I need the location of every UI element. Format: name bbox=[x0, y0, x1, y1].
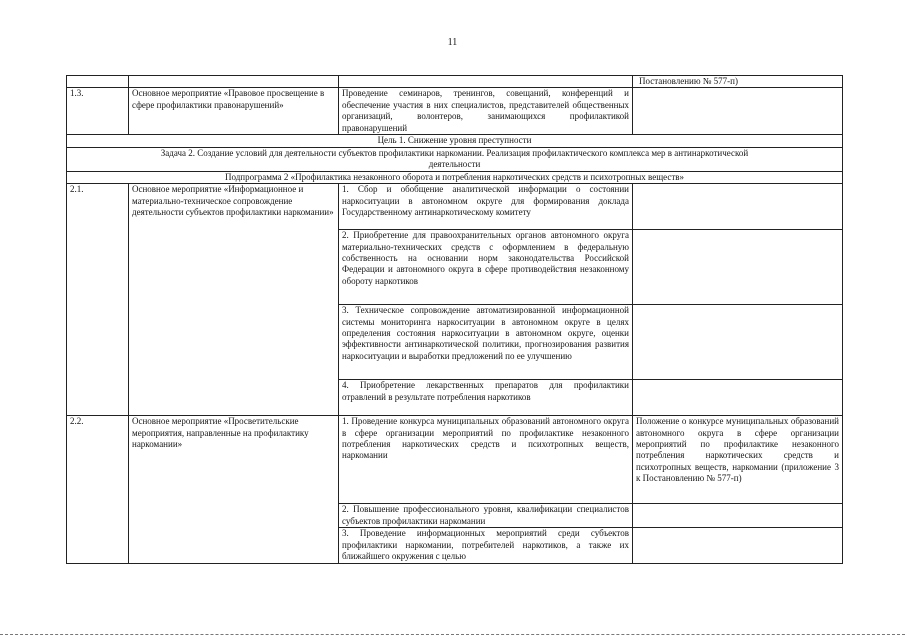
row-number: 2.1. bbox=[67, 184, 129, 416]
task-heading: Задача 2. Создание условий для деятельности субъектов профилактики наркомании. Реализация профилактического комплекса мер в антинаркотической деятельности bbox=[67, 147, 843, 171]
scan-edge-line bbox=[0, 634, 905, 635]
measure-name: Основное мероприятие «Информационное и материально-техническое сопровождение деятельности субъектов профилактики наркомании» bbox=[129, 184, 339, 416]
table-row bbox=[67, 147, 843, 171]
activity-cell: 3. Проведение информационных мероприятий среди субъектов профилактики наркомании, потребителей наркотиков, а также их ближайшего окружения с целью bbox=[339, 528, 633, 564]
goal-heading: Цель 1. Снижение уровня преступности bbox=[67, 135, 843, 147]
measure-name: Основное мероприятие «Правовое просвещение в сфере профилактики правонарушений» bbox=[129, 88, 339, 135]
table-row bbox=[67, 135, 843, 147]
table-row bbox=[67, 416, 843, 504]
table-row bbox=[67, 171, 843, 183]
reference-cell bbox=[633, 504, 843, 528]
table-row bbox=[67, 76, 843, 88]
reference-cell bbox=[633, 380, 843, 416]
activity-cell: 1. Сбор и обобщение аналитической информации о состоянии наркоситуации в автономном округе для формирования доклада Государственному антинаркотическому комитету bbox=[339, 184, 633, 230]
row-number: 2.2. bbox=[67, 416, 129, 564]
table-row bbox=[67, 88, 843, 135]
measure-name: Основное мероприятие «Просветительские мероприятия, направленные на профилактику наркомании» bbox=[129, 416, 339, 564]
activity-cell: 3. Техническое сопровождение автоматизированной информационной системы мониторинга наркоситуации в автономном округе в целях определения состояния наркоситуации в автономном округе, оценки эффективности антинаркотической политики, прогнозирования развития наркоситуации и выработки предложений по ее улучшению bbox=[339, 305, 633, 380]
reference-cell: Положение о конкурсе муниципальных образований автономного округа в сфере организации мероприятий по профилактике незаконного потребления наркотических средств и психотропных веществ, наркомании (приложение 3 к Постановлению № 577-п) bbox=[633, 416, 843, 504]
activity-cell: 4. Приобретение лекарственных препаратов для профилактики отравлений в результате потребления наркотиков bbox=[339, 380, 633, 416]
reference-cell bbox=[633, 528, 843, 564]
reference-cell bbox=[633, 230, 843, 305]
table-cell bbox=[129, 76, 339, 88]
reference-cell bbox=[633, 88, 843, 135]
activity-cell: 2. Повышение профессионального уровня, квалификации специалистов субъектов профилактики наркомании bbox=[339, 504, 633, 528]
activity-cell: 2. Приобретение для правоохранительных органов автономного округа материально-технических средств с оформлением в федеральную собственность на основании норм законодательства Российской Федерации и автономного округа в сфере противодействия незаконному обороту наркотиков bbox=[339, 230, 633, 305]
table-cell bbox=[339, 76, 633, 88]
header-reference-cell: Постановлению № 577-п) bbox=[633, 76, 843, 88]
reference-cell bbox=[633, 184, 843, 230]
row-number: 1.3. bbox=[67, 88, 129, 135]
activity-cell: Проведение семинаров, тренингов, совещаний, конференций и обеспечение участия в них специалистов, представителей общественных организаций, волонтеров, занимающихся профилактикой правонарушений bbox=[339, 88, 633, 135]
table-row bbox=[67, 184, 843, 230]
page-number: 11 bbox=[447, 37, 458, 48]
table-cell bbox=[67, 76, 129, 88]
reference-cell bbox=[633, 305, 843, 380]
subprogram-heading: Подпрограмма 2 «Профилактика незаконного оборота и потребления наркотических средств и психотропных веществ» bbox=[67, 171, 843, 183]
measures-table bbox=[66, 75, 843, 564]
activity-cell: 1. Проведение конкурса муниципальных образований автономного округа в сфере организации мероприятий по профилактике незаконного потребления наркотических средств и психотропных веществ, наркомании bbox=[339, 416, 633, 504]
